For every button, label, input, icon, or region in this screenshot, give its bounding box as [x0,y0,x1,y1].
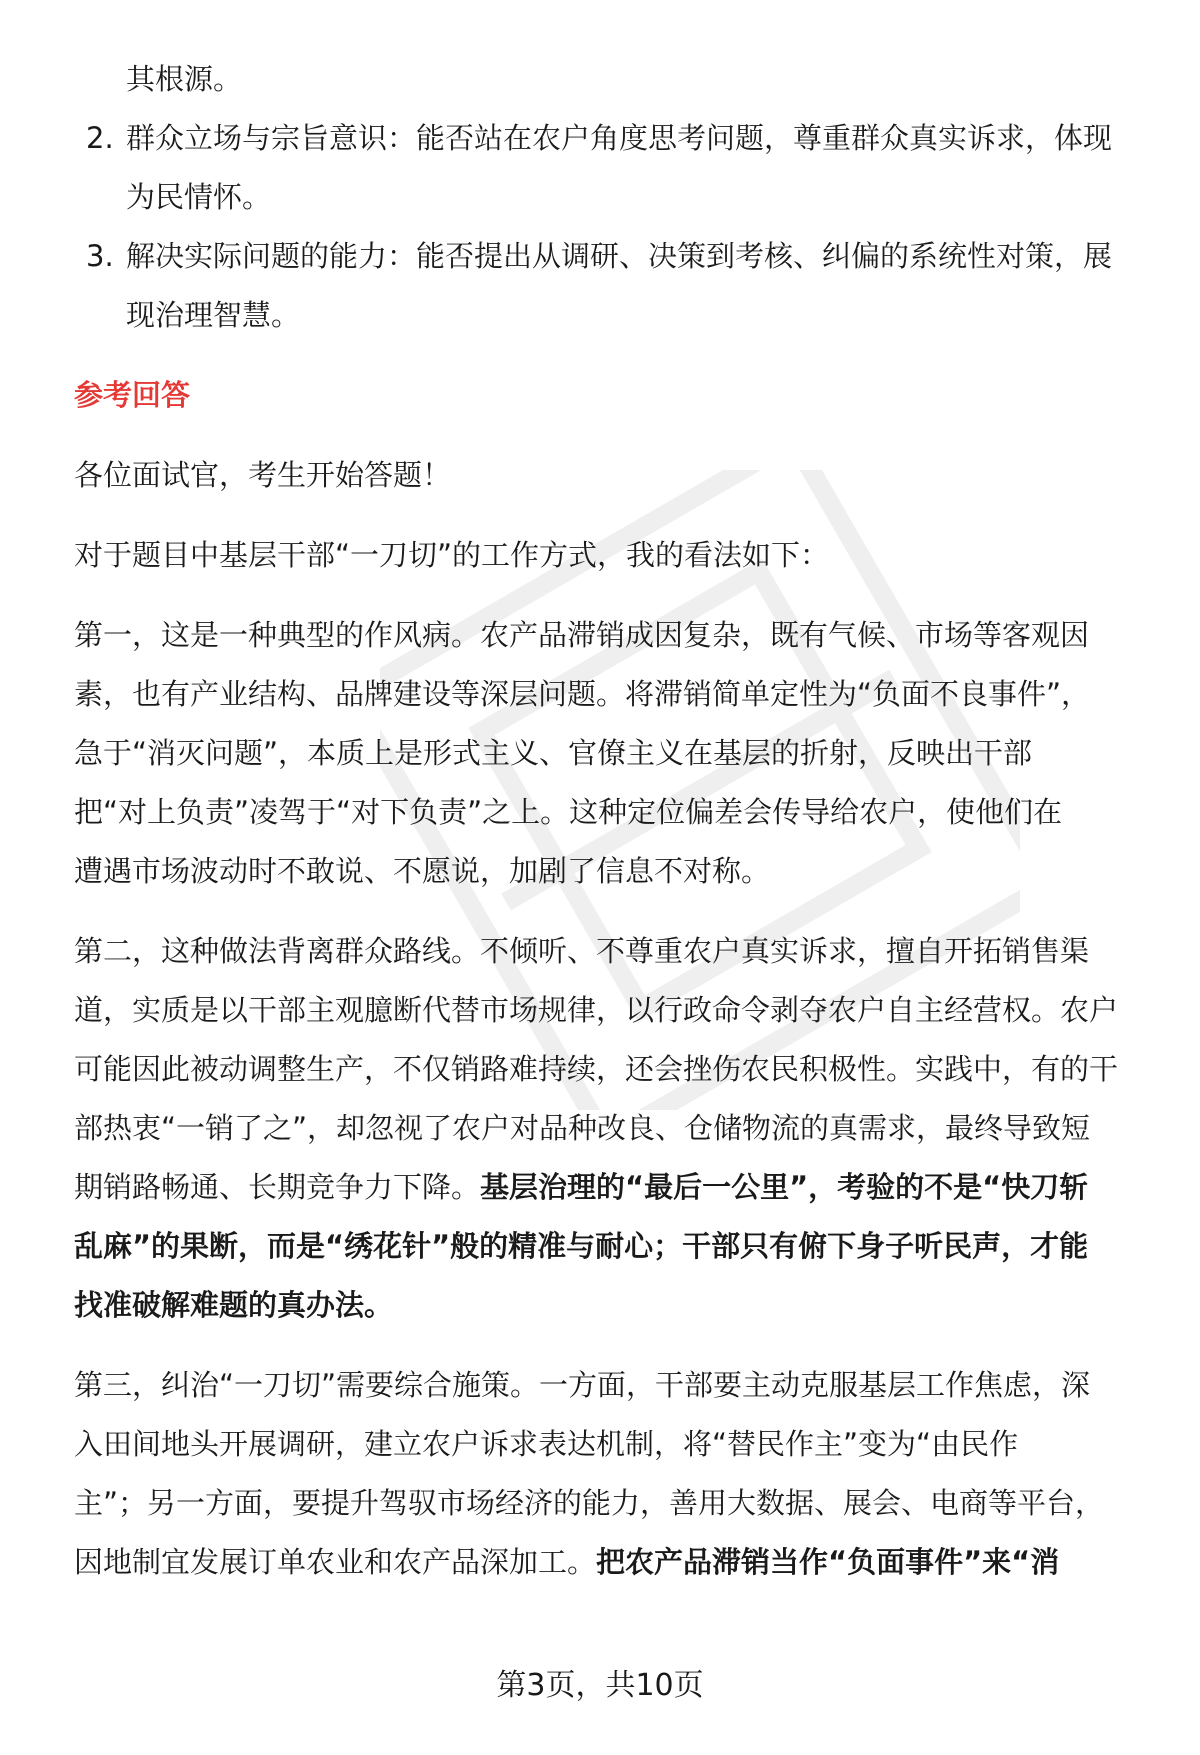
document-body [74,50,1146,1592]
list-item [74,109,1146,227]
opening-paragraph: 对于题目中基层干部“一刀切”的工作方式，我的看法如下： [74,538,830,572]
text-line: 素，也有产业结构、品牌建设等深层问题。将滞销简单定性为“负面不良事件”， [74,677,1091,711]
emphasis-text: 把农产品滞销当作“负面事件”来“消 [596,1545,1060,1579]
text-line: 第二，这种做法背离群众路线。不倾听、不尊重农户真实诉求，擅自开拓销售渠 [74,934,1090,968]
text-line: 第一，这是一种典型的作风病。农产品滞销成因复杂，既有气候、市场等客观因 [74,618,1090,652]
greeting-paragraph: 各位面试官，考生开始答题！ [74,458,452,492]
text-line: 道，实质是以干部主观臆断代替市场规律，以行政命令剥夺农户自主经营权。农户 [74,993,1119,1027]
list-text-line: 解决实际问题的能力：能否提出从调研、决策到考核、纠偏的系统性对策，展 [126,239,1113,273]
emphasis-text: 找准破解难题的真办法。 [74,1288,394,1322]
text-line: 主”；另一方面，要提升驾驭市场经济的能力，善用大数据、展会、电商等平台， [74,1486,1105,1520]
emphasis-text: 基层治理的“最后一公里”，考验的不是“快刀斩 [480,1170,1089,1204]
list-number: 2. [86,121,114,155]
emphasis-text: 乱麻”的果断，而是“绣花针”般的精准与耐心；干部只有俯下身子听民声，才能 [74,1229,1089,1263]
paragraph-first [74,606,1146,901]
text-line: 第三，纠治“一刀切”需要综合施策。一方面，干部要主动克服基层工作焦虑，深 [74,1368,1091,1402]
list-text-line: 为民情怀。 [126,180,272,214]
text-line-mixed [74,1158,1146,1217]
paragraph-second [74,922,1146,1335]
list-item [74,227,1146,345]
text-line: 可能因此被动调整生产，不仅销路难持续，还会挫伤农民积极性。实践中，有的干 [74,1052,1119,1086]
section-heading: 参考回答 [74,378,191,412]
text-line-bold [74,1276,1146,1335]
normal-text: 因地制宜发展订单农业和农产品深加工。 [74,1545,597,1579]
page-footer: 第3页，共10页 [496,1668,704,1703]
text-line: 急于“消灭问题”，本质上是形式主义、官僚主义在基层的折射，反映出干部 [74,736,1033,770]
list-number: 3. [86,239,114,273]
text-line: 遭遇市场波动时不敢说、不愿说，加剧了信息不对称。 [74,854,771,888]
text-line-mixed [74,1533,1146,1592]
list-text-line: 现治理智慧。 [126,298,301,332]
text-line-bold [74,1217,1146,1276]
normal-text: 期销路畅通、长期竞争力下降。 [74,1170,481,1204]
text-line: 把“对上负责”凌驾于“对下负责”之上。这种定位偏差会传导给农户，使他们在 [74,795,1063,829]
text-line: 部热衷“一销了之”，却忽视了农户对品种改良、仓储物流的真需求，最终导致短 [74,1111,1091,1145]
evaluation-list [74,109,1146,345]
list-text-line: 群众立场与宗旨意识：能否站在农户角度思考问题，尊重群众真实诉求，体现 [126,121,1113,155]
paragraph-third [74,1356,1146,1592]
list-item-continuation: 其根源。 [126,62,243,96]
text-line: 入田间地头开展调研，建立农户诉求表达机制，将“替民作主”变为“由民作 [74,1427,1019,1461]
